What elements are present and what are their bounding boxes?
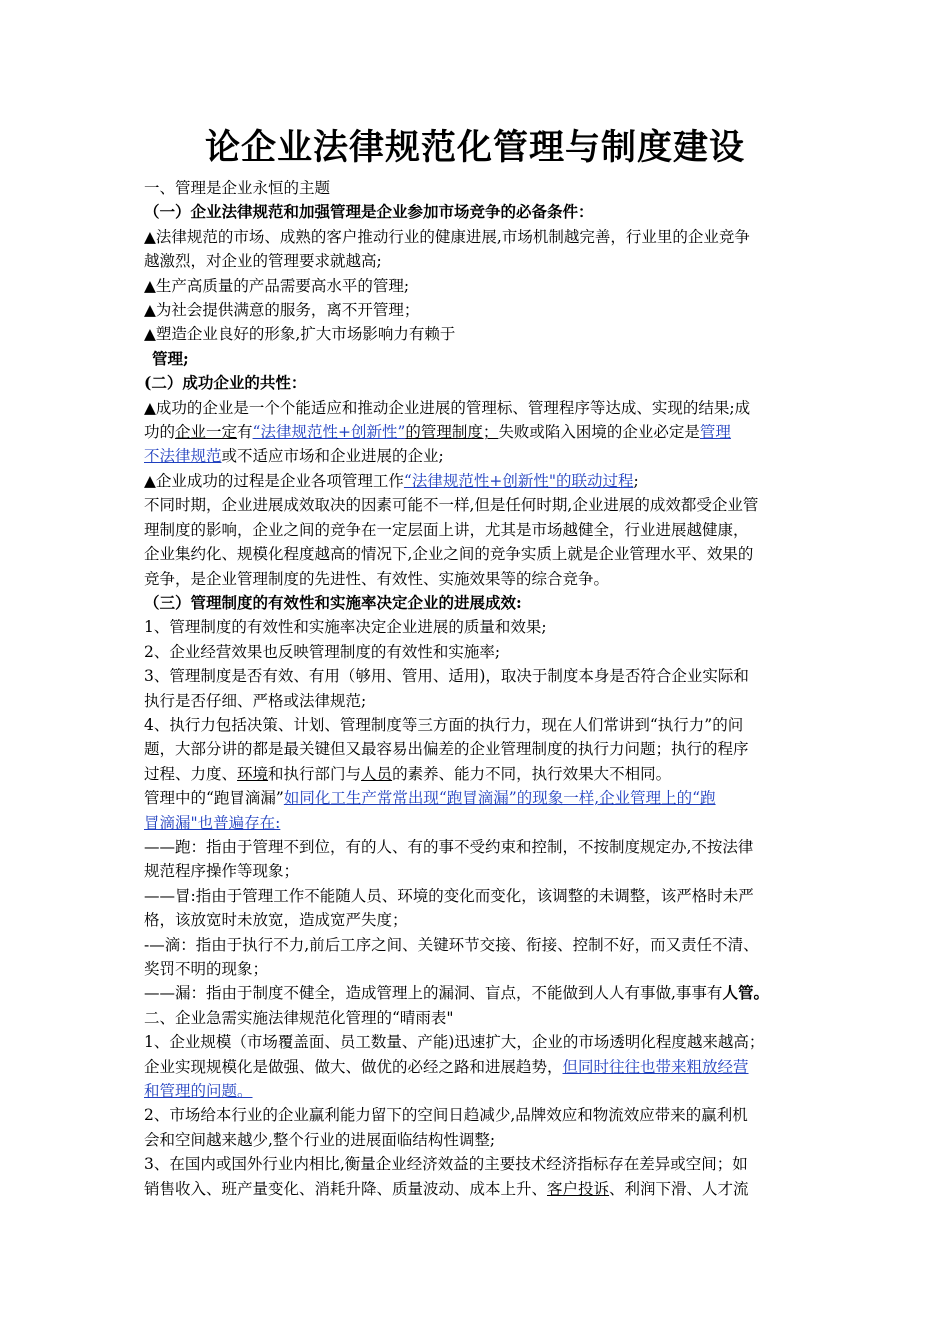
text-span: 、利润下滑、人才流 <box>609 1179 749 1198</box>
bold-text: 人管。 <box>722 983 769 1003</box>
page-title: 论企业法律规范化管理与制度建设 <box>204 128 745 168</box>
bullet-item: ▲塑造企业良好的形象,扩大市场影响力有赖于 <box>144 325 456 344</box>
underlined-text: 的管理制度； <box>405 423 499 442</box>
text-span: 功的 <box>144 423 176 442</box>
paragraph-line: 企业集约化、规模化程度越高的情况下,企业之间的竞争实质上就是企业管理水平、效果的 <box>144 545 754 564</box>
paragraph-line: 规范程序操作等现象； <box>144 862 300 881</box>
text-span: 过程、力度、 <box>144 764 238 783</box>
paragraph-line: 格，该放宽时未放宽，造成宽严失度； <box>144 911 408 930</box>
numbered-item: 1、企业规模（市场覆盖面、员工数量、产能)迅速扩大，企业的市场透明化程度越来越高； <box>144 1033 765 1052</box>
paragraph-line <box>144 1177 814 1201</box>
paragraph-line: 管理; <box>152 348 189 368</box>
paragraph-line: 理制度的影响，企业之间的竞争在一定层面上讲，尤其是市场越健全，行业进展越健康， <box>144 520 749 539</box>
paragraph-line <box>144 1055 814 1079</box>
bullet-item: ▲为社会提供满意的服务，离不开管理； <box>144 301 420 320</box>
paragraph-line <box>144 444 814 468</box>
underlined-text: 企业一定 <box>175 423 238 442</box>
text-span: ; <box>633 471 639 490</box>
definition-line: ——跑：指由于管理不到位，有的人、有的事不受约束和控制，不按制度规定办,不按法律 <box>144 837 754 856</box>
paragraph-line: 执行是否仔细、严格或法律规范; <box>144 691 367 710</box>
subsection-1-heading: （一）企业法律规范和加强管理是企业参加市场竞争的必备条件： <box>144 202 594 222</box>
text-span: ▲企业成功的过程是企业各项管理工作 <box>144 471 404 490</box>
numbered-item: 2、市场给本行业的企业赢利能力留下的空间日趋减少,品牌效应和物流效应带来的赢利机 <box>144 1106 748 1125</box>
paragraph-line <box>144 469 814 493</box>
hyperlink[interactable]: 如同化工生产常常出现“跑冒滴漏”的现象一样,企业管理上的“跑 <box>283 789 716 808</box>
section-2-heading: 二、企业急需实施法律规范化管理的“晴雨表" <box>144 1008 454 1027</box>
hyperlink[interactable]: 冒滴漏"也普遍存在: <box>144 813 281 832</box>
paragraph-line: ▲法律规范的市场、成熟的客户推动行业的健康进展,市场机制越完善，行业里的企业竞争 <box>144 227 750 246</box>
definition-line: ——冒:指由于管理工作不能随人员、环境的变化而变化，该调整的未调整，该严格时未严 <box>144 886 754 905</box>
definition-line <box>144 981 814 1005</box>
text-span: 或不适应市场和企业进展的企业; <box>221 447 444 466</box>
text-span: 企业实现规模化是做强、做大、做优的必经之路和进展趋势， <box>144 1057 563 1076</box>
text-span: 管理中的“跑冒滴漏” <box>144 789 284 808</box>
hyperlink[interactable]: 不法律规范 <box>144 447 222 466</box>
hyperlink[interactable]: “法律规范性+创新性” <box>252 423 406 442</box>
text-span: 和执行部门与 <box>268 764 362 783</box>
paragraph-line <box>144 811 814 835</box>
text-span: ——漏：指由于制度不健全，造成管理上的漏洞、盲点，不能做到人人有事做,事事有 <box>144 984 723 1003</box>
numbered-item: 2、企业经营效果也反映管理制度的有效性和实施率; <box>144 642 501 661</box>
paragraph-line: 不同时期，企业进展成效取决的因素可能不一样,但是任何时期,企业进展的成效都受企业管 <box>144 496 759 515</box>
paragraph-line: 越激烈，对企业的管理要求就越高; <box>144 252 382 271</box>
definition-line: -—滴：指由于执行不力,前后工序之间、关键环节交接、衔接、控制不好，而又责任不清、 <box>144 935 759 954</box>
section-1-heading: 一、管理是企业永恒的主题 <box>144 179 331 197</box>
underlined-text: 环境 <box>237 764 269 783</box>
numbered-item: 3、管理制度是否有效、有用（够用、管用、适用)，取决于制度本身是否符合企业实际和 <box>144 667 749 686</box>
hyperlink[interactable]: 和管理的问题。 <box>144 1082 253 1101</box>
subsection-2-heading: (二）成功企业的共性： <box>144 373 307 393</box>
paragraph-line <box>144 1079 814 1103</box>
paragraph-line: 奖罚不明的现象； <box>144 960 269 978</box>
text-span: 销售收入、班产量变化、消耗升降、质量波动、成本上升、 <box>144 1179 548 1198</box>
hyperlink[interactable]: “法律规范性+创新性"的联动过程 <box>403 471 634 490</box>
text-span: 失败或陷入困境的企业必定是 <box>498 423 700 442</box>
bullet-item: ▲生产高质量的产品需要高水平的管理; <box>144 276 410 295</box>
paragraph-line: 会和空间越来越少,整个行业的进展面临结构性调整; <box>144 1130 496 1149</box>
underlined-text: 人员 <box>361 764 393 783</box>
text-span: 有 <box>237 423 253 442</box>
paragraph-line: 竞争，是企业管理制度的先进性、有效性、实施效果等的综合竞争。 <box>144 569 610 588</box>
hyperlink[interactable]: 但同时往往也带来粗放经营 <box>562 1057 749 1076</box>
paragraph-line <box>144 420 814 444</box>
numbered-item: 3、在国内或国外行业内相比,衡量企业经济效益的主要技术经济指标存在差异或空间；如 <box>144 1155 748 1174</box>
hyperlink[interactable]: 管理 <box>699 423 731 442</box>
numbered-item: 4、执行力包括决策、计划、管理制度等三方面的执行力，现在人们常讲到“执行力”的问 <box>144 715 744 734</box>
paragraph-line <box>144 786 814 810</box>
document-body <box>144 176 814 1201</box>
underlined-text: 客户投诉 <box>547 1179 610 1198</box>
paragraph-line <box>144 762 814 786</box>
text-span: 的素养、能力不同，执行效果大不相同。 <box>392 764 672 783</box>
paragraph-line: ▲成功的企业是一个个能适应和推动企业进展的管理标、管理程序等达成、实现的结果;成 <box>144 398 751 417</box>
subsection-3-heading: （三）管理制度的有效性和实施率决定企业的进展成效: <box>144 592 522 612</box>
numbered-item: 1、管理制度的有效性和实施率决定企业进展的质量和效果; <box>144 618 547 637</box>
paragraph-line: 题，大部分讲的都是最关键但又最容易出偏差的企业管理制度的执行力问题；执行的程序 <box>144 740 749 759</box>
